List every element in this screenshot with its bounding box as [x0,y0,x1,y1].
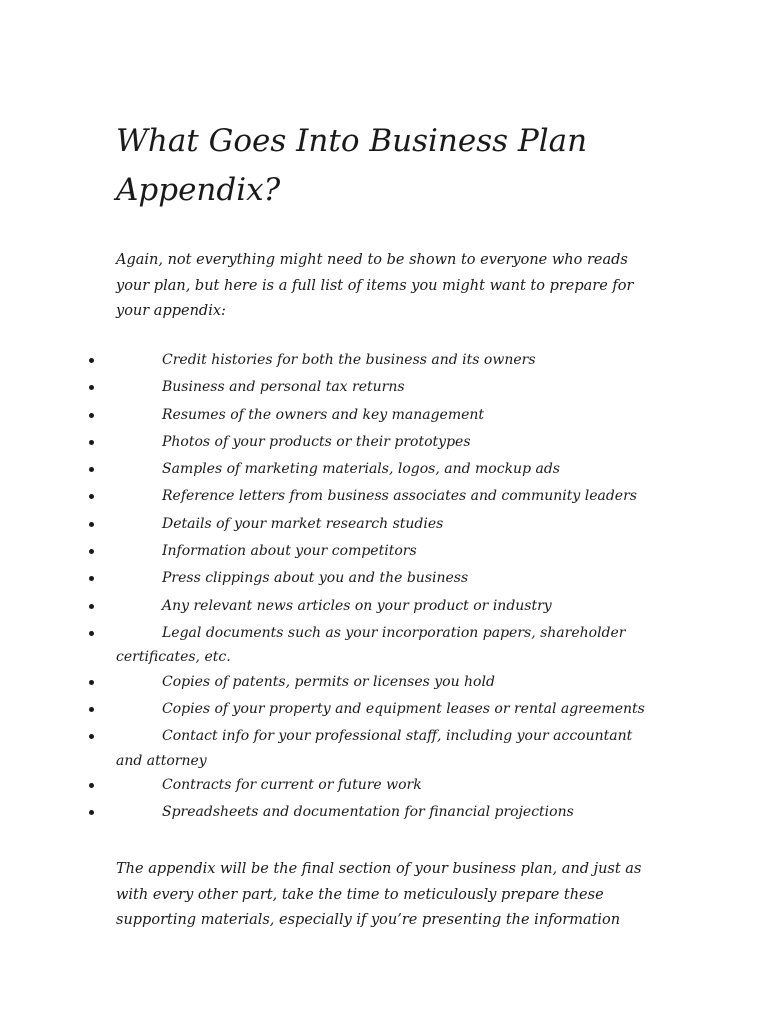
list-item [0,484,661,511]
list-item-text: Any relevant news articles on your product or industry [162,597,552,614]
list-item-text: Business and personal tax returns [162,379,405,396]
bullet-icon [89,467,94,472]
list-item [0,670,661,697]
list-item-text: Photos of your products or their prototypes [162,433,471,450]
bullet-icon [89,576,94,581]
list-item [0,375,661,402]
list-item [0,566,661,593]
appendix-items-list [0,348,768,828]
closing-paragraph: The appendix will be the final section of your business plan, and just as with every other part, take the time to meticulously prepare these supporting materials, especially if you’re presenting the information [116,861,642,928]
list-item-text: Spreadsheets and documentation for financial projections [162,804,574,821]
list-item-text: Credit histories for both the business and its owners [162,352,536,368]
bullet-icon [89,549,94,554]
list-item-text: Contracts for current or future work [162,777,422,794]
bullet-icon [89,358,94,363]
list-item-text: Contact info for your professional staff, including your accountant and attorney [116,728,633,769]
list-item [0,800,661,827]
list-item-text: Copies of patents, permits or licenses you hold [162,673,495,690]
bullet-icon [89,707,94,712]
bullet-icon [89,680,94,685]
list-item [0,724,661,773]
list-item-text: Copies of your property and equipment leases or rental agreements [162,701,645,718]
list-item [0,697,661,724]
bullet-icon [89,494,94,499]
bullet-icon [89,385,94,390]
intro-paragraph: Again, not everything might need to be shown to everyone who reads your plan, but here is a full list of items you might want to prepare for your appendix: [116,252,634,319]
list-item [0,621,661,670]
bullet-icon [89,734,94,739]
bullet-icon [89,522,94,527]
bullet-icon [89,440,94,445]
list-item [0,773,661,800]
list-item-text: Resumes of the owners and key management [162,406,485,423]
list-item-text: Press clippings about you and the business [162,570,469,587]
list-item-text: Information about your competitors [162,543,417,560]
list-item-text: Legal documents such as your incorporation papers, shareholder certificates, etc. [116,624,626,666]
list-item-text: Details of your market research studies [162,515,444,532]
list-item [0,403,661,430]
bullet-icon [89,604,94,609]
list-item-text: Reference letters from business associates and community leaders [162,488,637,505]
bullet-icon [89,783,94,788]
bullet-icon [89,631,94,636]
list-item [0,512,661,539]
list-item [0,348,661,375]
bullet-icon [89,413,94,418]
list-item [0,430,661,457]
list-item [0,594,661,621]
bullet-icon [89,810,94,815]
list-item [0,539,661,566]
list-item [0,457,661,484]
list-item-text: Samples of marketing materials, logos, and mockup ads [162,461,560,478]
document-title: What Goes Into Business Plan Appendix? [116,123,588,208]
